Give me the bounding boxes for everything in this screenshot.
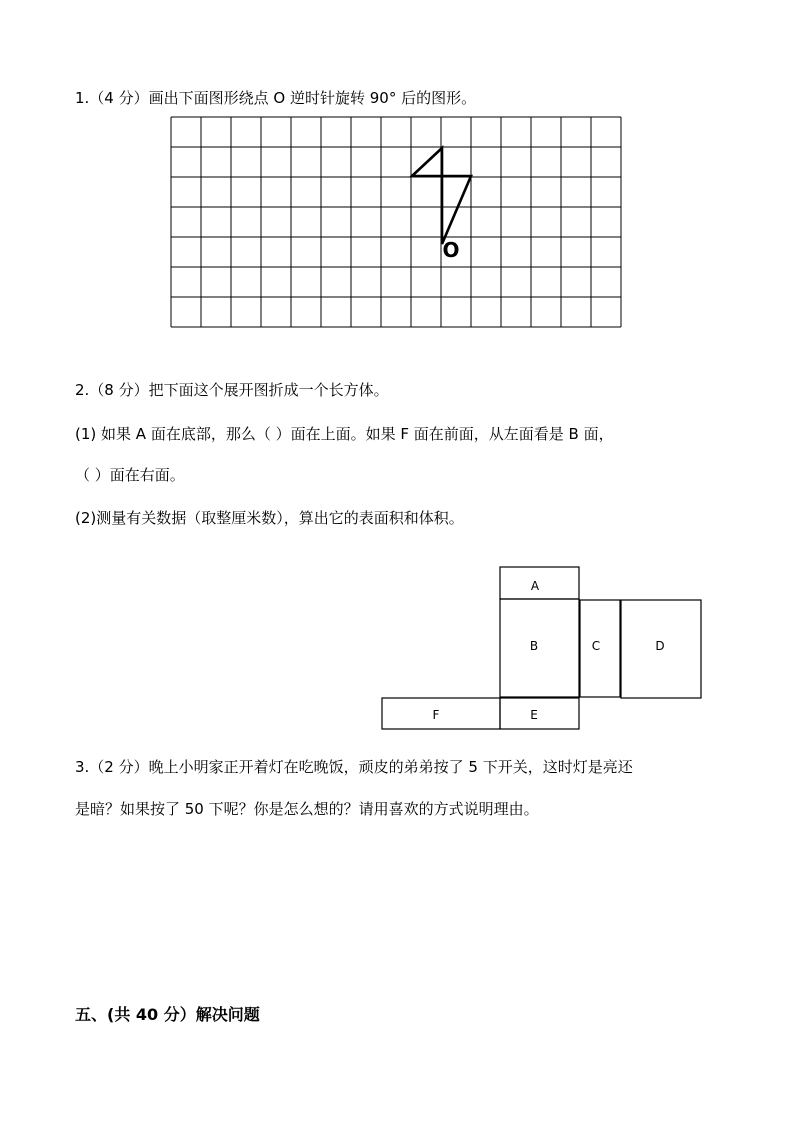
face-a bbox=[500, 567, 579, 599]
face-b bbox=[500, 599, 579, 697]
face-f bbox=[382, 698, 500, 729]
question-2-part2: (2)测量有关数据（取整厘米数），算出它的表面积和体积。 bbox=[75, 509, 464, 527]
question-2-title: 2.（8 分）把下面这个展开图折成一个长方体。 bbox=[75, 381, 389, 399]
face-e-label: E bbox=[530, 708, 538, 722]
cuboid-net bbox=[380, 565, 704, 735]
face-f-label: F bbox=[432, 708, 440, 722]
question-2-part1-line1: (1) 如果 A 面在底部，那么（ ）面在上面。如果 F 面在前面，从左面看是 B 面， bbox=[75, 425, 614, 443]
face-e bbox=[500, 698, 579, 729]
question-1-text: 1.（4 分）画出下面图形绕点 O 逆时针旋转 90° 后的图形。 bbox=[75, 89, 477, 107]
face-b-label: B bbox=[529, 639, 539, 653]
kite-shape bbox=[412, 148, 471, 244]
point-o-label: O bbox=[442, 238, 460, 262]
question-3-line2: 是暗？如果按了 50 下呢？你是怎么想的？请用喜欢的方式说明理由。 bbox=[75, 800, 539, 818]
face-d-label: D bbox=[655, 639, 665, 653]
face-a-label: A bbox=[530, 579, 540, 593]
question-2-part1-line2: （ ）面在右面。 bbox=[75, 466, 185, 484]
face-c-label: C bbox=[591, 639, 601, 653]
section-5-title: 五、(共 40 分）解决问题 bbox=[75, 1005, 260, 1024]
question-3-line1: 3.（2 分）晚上小明家正开着灯在吃晚饭，顽皮的弟弟按了 5 下开关，这时灯是亮还 bbox=[75, 758, 633, 776]
rotation-grid bbox=[170, 116, 624, 330]
